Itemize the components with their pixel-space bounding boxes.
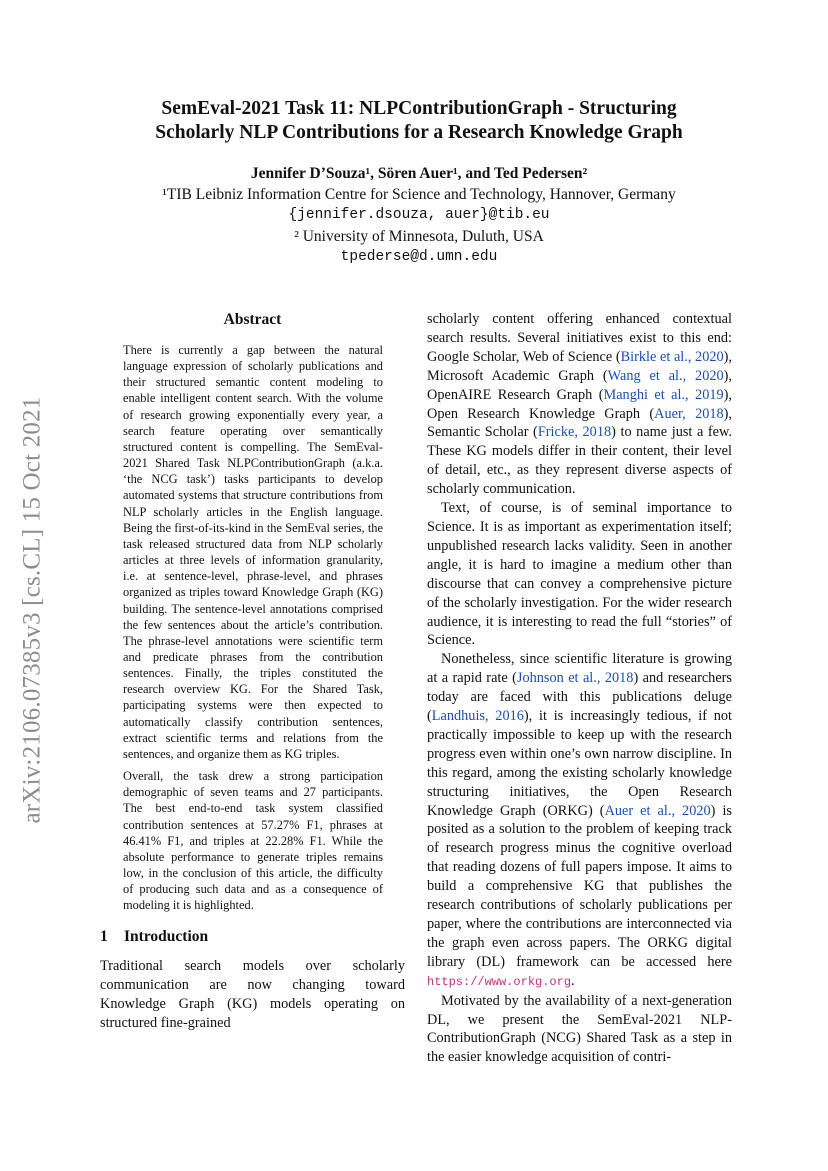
- citation-auer-2020[interactable]: Auer et al., 2020: [604, 802, 711, 819]
- intro-body-right: [427, 310, 732, 1067]
- section-number: 1: [100, 928, 108, 946]
- intro-body-left: [100, 957, 405, 1033]
- section-title: Introduction: [124, 928, 209, 946]
- citation-birkle-2020[interactable]: Birkle et al., 2020: [620, 348, 724, 365]
- email-2[interactable]: tpederse@d.umn.edu: [340, 249, 498, 265]
- arxiv-identifier-text: arXiv:2106.07385v3 [cs.CL] 15 Oct 2021: [18, 396, 45, 824]
- arxiv-identifier-stamp: [12, 370, 52, 850]
- orkg-url-link[interactable]: https://www.orkg.org: [427, 974, 572, 989]
- intro-paragraph-1: Traditional search models over scholarly communication are now changing toward Knowledge Graph (KG) models operating on structured fine-grained: [100, 958, 405, 1032]
- left-column: [100, 310, 405, 1033]
- intro-paragraph-motivation: Motivated by the availability of a next-generation DL, we present the SemEval-2021 NLP-ContributionGraph (NCG) Shared Task as a step in the easier knowledge acquisition of contri-: [427, 992, 732, 1066]
- intro-paragraph-text-importance: Text, of course, is of seminal importance to Science. It is as important as experimentation itself; unpublished research lacks validity. Seen in another angle, it is hard to imagine a medium other than discourse that can convey a comprehensive picture of the scholarly investigation. For the wider research audience, it is interesting to read the full “stories” of Science.: [427, 500, 732, 649]
- abstract-paragraph-1: There is currently a gap between the natural language expression of scholarly publications and their structured semantic content modeling to enable intelligent content search. With the volume of research growing exponentially every year, a search feature operating over semantically structured content is compelling. The SemEval-2021 Shared Task NLPContributionGraph (a.k.a. ‘the NCG task’) tasks participants to develop automated systems that structure contributions from NLP scholarly articles in the English language. Being the first-of-its-kind in the SemEval series, the task released structured data from NLP scholarly articles at three levels of information granularity, i.e. at sentence-level, phrase-level, and phrases organized as triples toward Knowledge Graph (KG) building. The sentence-level annotations comprised the few sentences about the article’s contribution. The phrase-level annotations were scientific term and predicate phrases from the contribution sentences. Finally, the triples constituted the research overview KG. For the Shared Task, participating systems were then expected to automatically classify contribution sentences, extract scientific terms and relations from the sentences, and organize them as KG triples.: [123, 343, 383, 761]
- abstract-heading: Abstract: [223, 311, 282, 328]
- email-1[interactable]: {jennifer.dsouza, auer}@tib.eu: [288, 207, 550, 223]
- citation-manghi-2019[interactable]: Manghi et al., 2019: [603, 386, 724, 403]
- abstract-paragraph-2: Overall, the task drew a strong participation demographic of seven teams and 27 participants. The best end-to-end task system classified contribution sentences at 57.27% F1, phrases at 46.41% F1, and triples at 22.28% F1. While the absolute performance to generate triples remains low, in the conclusion of this article, the difficulty of producing such data and as a consequence of modeling it is highlighted.: [123, 769, 383, 913]
- intro-paragraph-continued: scholarly content offering enhanced contextual search results. Several initiatives exist to this end: Google Scholar, Web of Science (Birkle et al., 2020), Microsoft Academic Graph (Wang et al., 2020), OpenAIRE Research Graph (Manghi et al., 2019), Open Research Knowledge Graph (Auer, 2018), Semantic Scholar (Fricke, 2018) to name just a few. These KG models differ in their content, their level of detail, etc., as they represent diverse aspects of scholarly communication.: [427, 311, 733, 498]
- citation-fricke-2018[interactable]: Fricke, 2018: [537, 424, 612, 441]
- author-names: Jennifer D’Souza¹, Sören Auer¹, and Ted Pedersen²: [250, 165, 588, 182]
- citation-johnson-2018[interactable]: Johnson et al., 2018: [516, 670, 634, 687]
- intro-paragraph-literature-growth: Nonetheless, since scientific literature is growing at a rapid rate (Johnson et al., 2018) and researchers today are faced with this publications deluge (Landhuis, 2016), it is increasingly tedious, if not practically impossible to keep up with the research progress even within one’s own narrow discipline. In this regard, among the existing scholarly knowledge structuring initiatives, the Open Research Knowledge Graph (ORKG) (Auer et al., 2020) is posited as a solution to the problem of keeping track of research progress minus the cognitive overload that reading dozens of full papers impose. It aims to build a comprehensive KG that publishes the research contributions of scholarly publications per paper, where the contributions are interconnected via the graph even across papers. The ORKG digital library (DL) framework can be accessed here https://www.orkg.org.: [427, 651, 732, 989]
- paper-title: [100, 97, 738, 145]
- author-block: [100, 163, 738, 268]
- citation-auer-2018[interactable]: Auer, 2018: [654, 405, 724, 422]
- abstract-body: [123, 342, 383, 913]
- citation-landhuis-2016[interactable]: Landhuis, 2016: [431, 708, 524, 725]
- affiliation-1: ¹TIB Leibniz Information Centre for Science and Technology, Hannover, Germany: [162, 186, 676, 203]
- title-line-2: Scholarly NLP Contributions for a Research Knowledge Graph: [155, 122, 683, 143]
- affiliation-2: ² University of Minnesota, Duluth, USA: [294, 228, 544, 245]
- right-column: [427, 310, 732, 1067]
- section-heading-introduction: [100, 927, 405, 947]
- title-line-1: SemEval-2021 Task 11: NLPContributionGraph - Structuring: [161, 98, 677, 119]
- citation-wang-2020[interactable]: Wang et al., 2020: [607, 367, 724, 384]
